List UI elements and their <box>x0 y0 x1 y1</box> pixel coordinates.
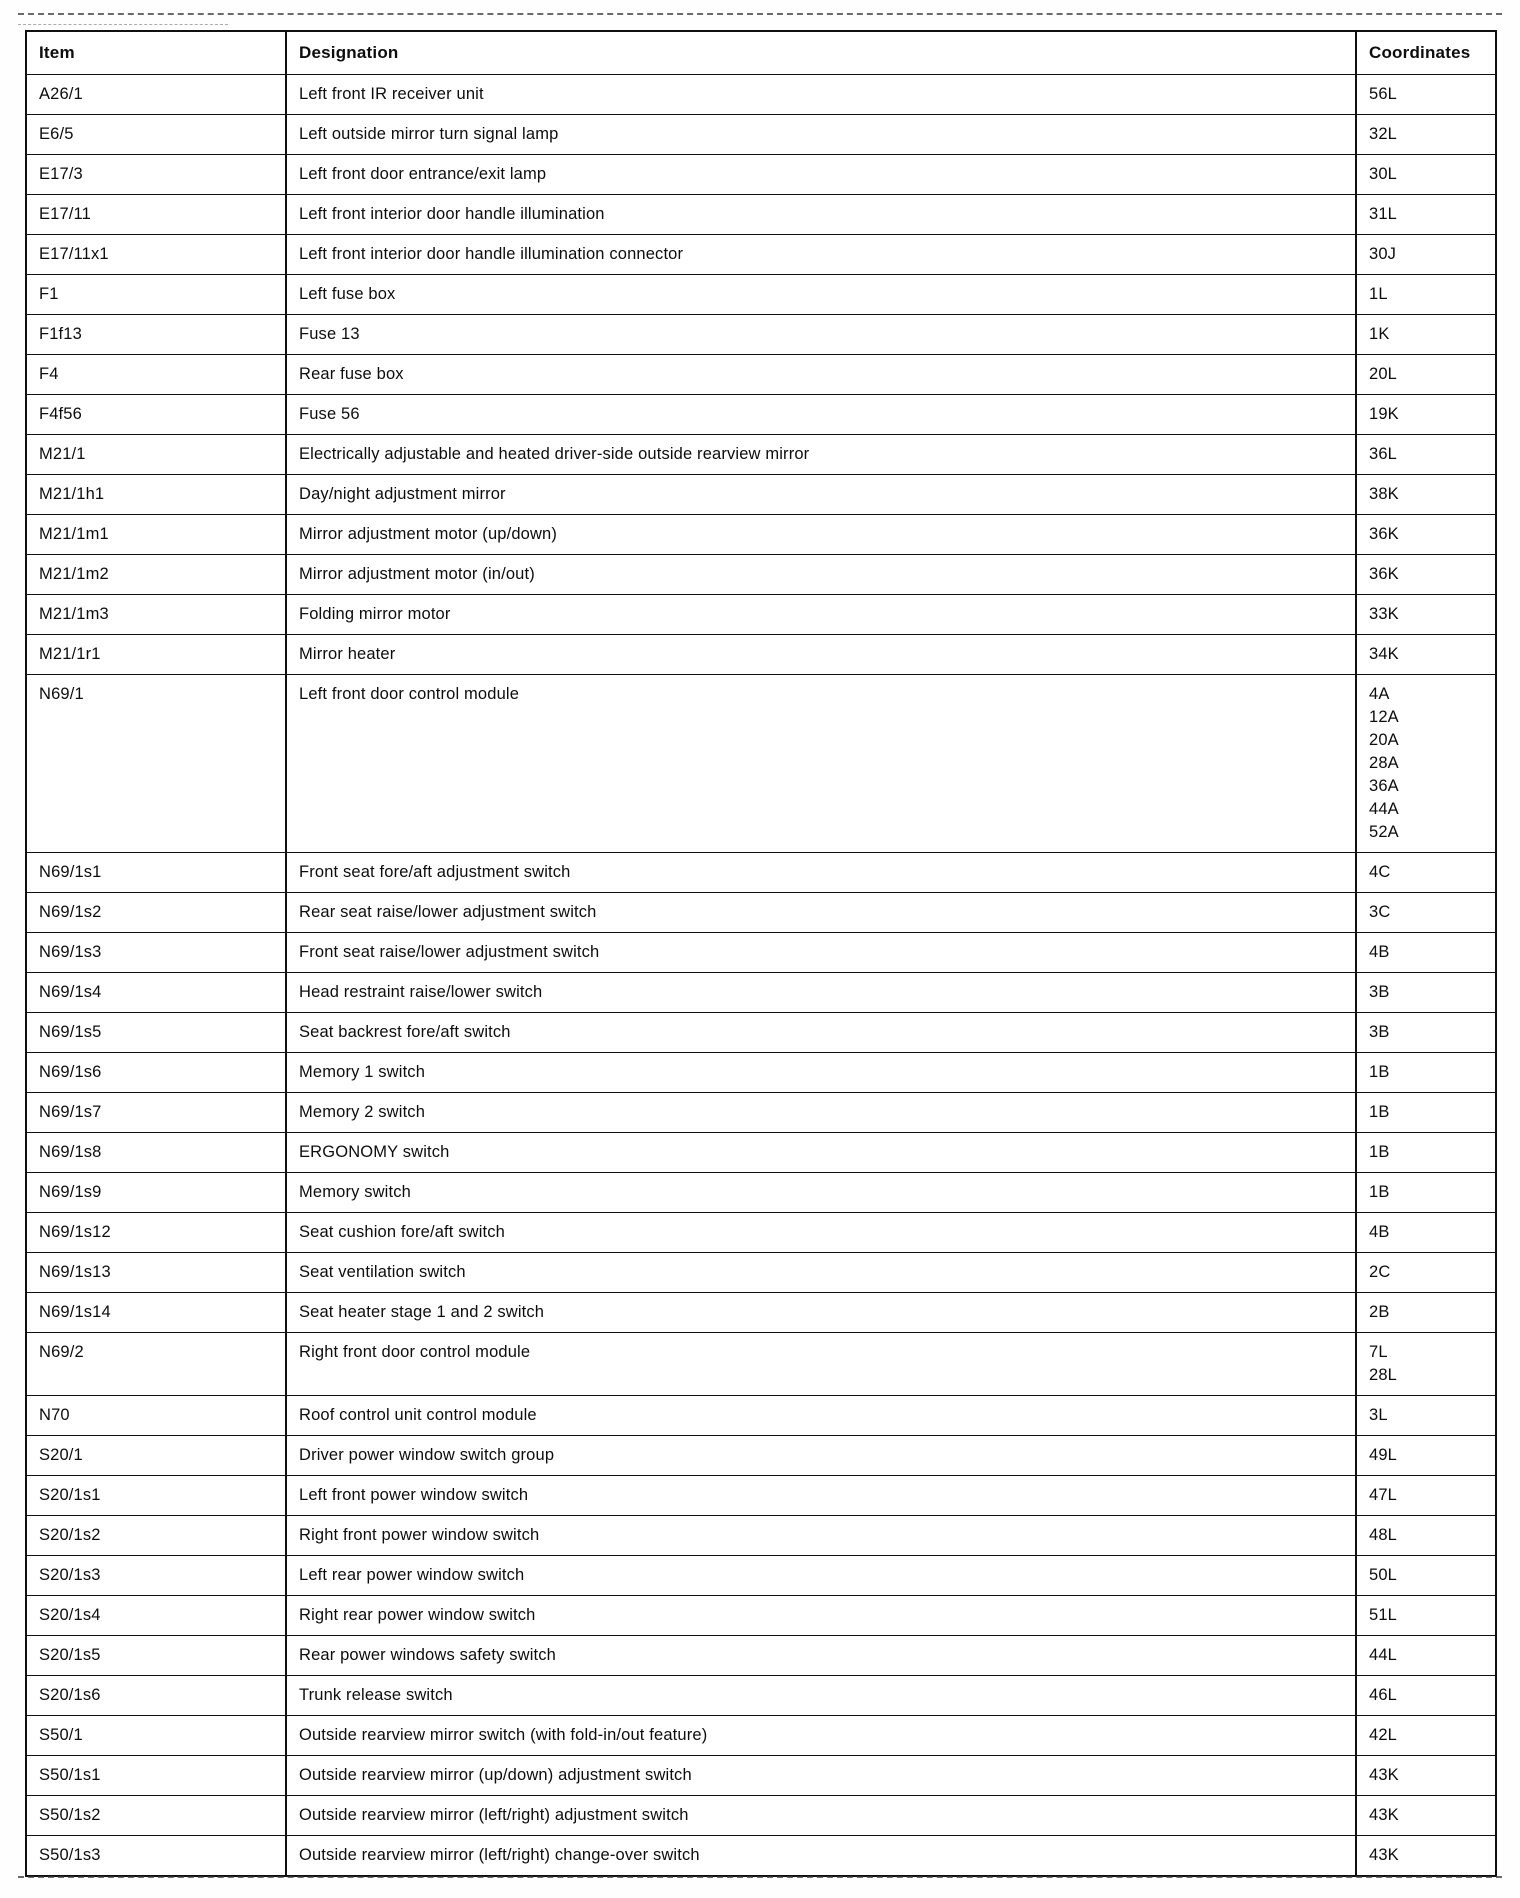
designation-cell: Left outside mirror turn signal lamp <box>286 115 1356 155</box>
designation-cell: Front seat raise/lower adjustment switch <box>286 933 1356 973</box>
item-cell: E17/11x1 <box>26 235 286 275</box>
item-cell: N69/1 <box>26 675 286 853</box>
designation-cell: Seat ventilation switch <box>286 1253 1356 1293</box>
item-cell: F1f13 <box>26 315 286 355</box>
coordinates-cell <box>1356 155 1496 195</box>
item-cell: S20/1s2 <box>26 1516 286 1556</box>
coordinate-value: 50L <box>1369 1566 1397 1584</box>
designation-cell: Trunk release switch <box>286 1676 1356 1716</box>
coordinates-cell <box>1356 1796 1496 1836</box>
coordinate-value: 3L <box>1369 1406 1388 1424</box>
item-cell: M21/1m1 <box>26 515 286 555</box>
coordinates-cell <box>1356 1676 1496 1716</box>
coordinate-value: 51L <box>1369 1606 1397 1624</box>
item-cell: M21/1 <box>26 435 286 475</box>
coordinates-cell <box>1356 1756 1496 1796</box>
coordinate-value: 47L <box>1369 1486 1397 1504</box>
scan-artifact-line <box>18 24 228 25</box>
designation-cell: Outside rearview mirror (left/right) adjustment switch <box>286 1796 1356 1836</box>
coordinate-value: 44A <box>1369 800 1399 818</box>
coordinates-cell <box>1356 1556 1496 1596</box>
table-row <box>26 1013 1496 1053</box>
designation-cell: Seat heater stage 1 and 2 switch <box>286 1293 1356 1333</box>
coordinate-value: 28A <box>1369 754 1399 772</box>
item-cell: N69/1s7 <box>26 1093 286 1133</box>
table-row <box>26 1756 1496 1796</box>
designation-cell: Day/night adjustment mirror <box>286 475 1356 515</box>
legend-table-body <box>26 75 1496 1877</box>
designation-cell: Mirror heater <box>286 635 1356 675</box>
coordinate-value: 48L <box>1369 1526 1397 1544</box>
coordinate-value: 1B <box>1369 1183 1390 1201</box>
coordinate-value: 46L <box>1369 1686 1397 1704</box>
coordinates-cell <box>1356 933 1496 973</box>
coordinate-value: 36K <box>1369 565 1399 583</box>
coordinate-value: 43K <box>1369 1806 1399 1824</box>
coordinate-value: 3C <box>1369 903 1391 921</box>
coordinate-value: 38K <box>1369 485 1399 503</box>
table-row <box>26 1796 1496 1836</box>
designation-cell: ERGONOMY switch <box>286 1133 1356 1173</box>
coordinates-cell <box>1356 853 1496 893</box>
coordinates-cell <box>1356 1636 1496 1676</box>
table-row <box>26 1716 1496 1756</box>
table-row <box>26 635 1496 675</box>
coordinate-value: 20A <box>1369 731 1399 749</box>
coordinates-cell <box>1356 275 1496 315</box>
coordinates-cell <box>1356 235 1496 275</box>
designation-cell: Memory 1 switch <box>286 1053 1356 1093</box>
coordinate-value: 36A <box>1369 777 1399 795</box>
coordinates-cell <box>1356 1396 1496 1436</box>
designation-cell: Front seat fore/aft adjustment switch <box>286 853 1356 893</box>
table-row <box>26 1676 1496 1716</box>
coordinates-cell <box>1356 1476 1496 1516</box>
coordinate-value: 36K <box>1369 525 1399 543</box>
item-cell: S50/1s1 <box>26 1756 286 1796</box>
table-row <box>26 853 1496 893</box>
item-cell: N69/1s1 <box>26 853 286 893</box>
item-cell: S20/1s1 <box>26 1476 286 1516</box>
table-row <box>26 933 1496 973</box>
table-row <box>26 155 1496 195</box>
table-row <box>26 1516 1496 1556</box>
designation-cell: Right rear power window switch <box>286 1596 1356 1636</box>
item-cell: F4 <box>26 355 286 395</box>
designation-cell: Left front interior door handle illumination <box>286 195 1356 235</box>
table-row <box>26 1333 1496 1396</box>
table-row <box>26 1636 1496 1676</box>
table-row <box>26 1436 1496 1476</box>
coordinates-cell <box>1356 75 1496 115</box>
coordinates-cell <box>1356 1596 1496 1636</box>
table-row <box>26 973 1496 1013</box>
item-cell: M21/1m3 <box>26 595 286 635</box>
coordinate-value: 1B <box>1369 1103 1390 1121</box>
coordinates-cell <box>1356 1053 1496 1093</box>
item-cell: M21/1m2 <box>26 555 286 595</box>
designation-cell: Seat cushion fore/aft switch <box>286 1213 1356 1253</box>
coordinate-value: 49L <box>1369 1446 1397 1464</box>
designation-cell: Left rear power window switch <box>286 1556 1356 1596</box>
item-cell: N69/1s12 <box>26 1213 286 1253</box>
designation-cell: Rear seat raise/lower adjustment switch <box>286 893 1356 933</box>
designation-cell: Driver power window switch group <box>286 1436 1356 1476</box>
coordinate-value: 4C <box>1369 863 1391 881</box>
coordinate-value: 7L <box>1369 1343 1388 1361</box>
coordinate-value: 36L <box>1369 445 1397 463</box>
designation-cell: Left front door entrance/exit lamp <box>286 155 1356 195</box>
item-cell: M21/1r1 <box>26 635 286 675</box>
coordinates-cell <box>1356 1516 1496 1556</box>
coordinate-value: 4A <box>1369 685 1390 703</box>
coordinates-cell <box>1356 1836 1496 1877</box>
table-header-row <box>26 31 1496 75</box>
coordinate-value: 3B <box>1369 983 1390 1001</box>
coordinate-value: 1B <box>1369 1143 1390 1161</box>
coordinate-value: 43K <box>1369 1846 1399 1864</box>
table-row <box>26 1053 1496 1093</box>
table-row <box>26 475 1496 515</box>
coordinate-value: 42L <box>1369 1726 1397 1744</box>
coordinates-cell <box>1356 973 1496 1013</box>
designation-cell: Mirror adjustment motor (in/out) <box>286 555 1356 595</box>
designation-cell: Folding mirror motor <box>286 595 1356 635</box>
designation-cell: Left front door control module <box>286 675 1356 853</box>
item-cell: S20/1 <box>26 1436 286 1476</box>
designation-cell: Outside rearview mirror (left/right) change-over switch <box>286 1836 1356 1877</box>
table-row <box>26 555 1496 595</box>
table-row <box>26 435 1496 475</box>
table-row <box>26 515 1496 555</box>
table-row <box>26 1213 1496 1253</box>
coordinate-value: 30L <box>1369 165 1397 183</box>
table-row <box>26 1253 1496 1293</box>
scan-artifact-line <box>18 13 1502 15</box>
table-row <box>26 1293 1496 1333</box>
designation-cell: Outside rearview mirror switch (with fold-in/out feature) <box>286 1716 1356 1756</box>
table-row <box>26 115 1496 155</box>
coordinate-value: 52A <box>1369 823 1399 841</box>
item-cell: F1 <box>26 275 286 315</box>
item-cell: M21/1h1 <box>26 475 286 515</box>
coordinate-value: 31L <box>1369 205 1397 223</box>
designation-cell: Right front power window switch <box>286 1516 1356 1556</box>
coordinates-cell <box>1356 635 1496 675</box>
item-cell: N69/1s2 <box>26 893 286 933</box>
table-header <box>26 31 1496 75</box>
column-header-designation: Designation <box>286 31 1356 75</box>
coordinate-value: 44L <box>1369 1646 1397 1664</box>
coordinates-cell <box>1356 1716 1496 1756</box>
table-row <box>26 195 1496 235</box>
coordinates-cell <box>1356 1133 1496 1173</box>
item-cell: S50/1s2 <box>26 1796 286 1836</box>
table-row <box>26 675 1496 853</box>
designation-cell: Rear fuse box <box>286 355 1356 395</box>
coordinate-value: 3B <box>1369 1023 1390 1041</box>
designation-cell: Left fuse box <box>286 275 1356 315</box>
coordinates-cell <box>1356 1213 1496 1253</box>
coordinate-value: 30J <box>1369 245 1397 263</box>
coordinates-cell <box>1356 1253 1496 1293</box>
table-row <box>26 1836 1496 1877</box>
item-cell: N69/1s8 <box>26 1133 286 1173</box>
scan-artifact-line <box>18 1876 1502 1878</box>
coordinate-value: 28L <box>1369 1366 1397 1384</box>
item-cell: E17/11 <box>26 195 286 235</box>
coordinate-value: 33K <box>1369 605 1399 623</box>
coordinate-value: 2C <box>1369 1263 1391 1281</box>
table-row <box>26 1596 1496 1636</box>
table-row <box>26 595 1496 635</box>
table-row <box>26 1556 1496 1596</box>
table-row <box>26 1093 1496 1133</box>
coordinates-cell <box>1356 555 1496 595</box>
coordinates-cell <box>1356 475 1496 515</box>
item-cell: S20/1s5 <box>26 1636 286 1676</box>
designation-cell: Outside rearview mirror (up/down) adjustment switch <box>286 1756 1356 1796</box>
coordinate-value: 1B <box>1369 1063 1390 1081</box>
designation-cell: Left front IR receiver unit <box>286 75 1356 115</box>
coordinates-cell <box>1356 115 1496 155</box>
item-cell: N69/1s14 <box>26 1293 286 1333</box>
coordinates-cell <box>1356 515 1496 555</box>
table-row <box>26 355 1496 395</box>
table-row <box>26 275 1496 315</box>
coordinate-value: 56L <box>1369 85 1397 103</box>
coordinates-cell <box>1356 435 1496 475</box>
designation-cell: Left front interior door handle illumination connector <box>286 235 1356 275</box>
item-cell: S50/1 <box>26 1716 286 1756</box>
component-legend-table <box>25 30 1497 1877</box>
item-cell: A26/1 <box>26 75 286 115</box>
coordinate-value: 1L <box>1369 285 1388 303</box>
table-row <box>26 395 1496 435</box>
item-cell: N69/2 <box>26 1333 286 1396</box>
table-row <box>26 235 1496 275</box>
coordinates-cell <box>1356 893 1496 933</box>
coordinate-value: 43K <box>1369 1766 1399 1784</box>
coordinates-cell <box>1356 315 1496 355</box>
designation-cell: Mirror adjustment motor (up/down) <box>286 515 1356 555</box>
table-row <box>26 315 1496 355</box>
coordinate-value: 19K <box>1369 405 1399 423</box>
item-cell: F4f56 <box>26 395 286 435</box>
coordinate-value: 34K <box>1369 645 1399 663</box>
designation-cell: Electrically adjustable and heated driver-side outside rearview mirror <box>286 435 1356 475</box>
coordinate-value: 4B <box>1369 1223 1390 1241</box>
coordinate-value: 32L <box>1369 125 1397 143</box>
item-cell: E17/3 <box>26 155 286 195</box>
designation-cell: Head restraint raise/lower switch <box>286 973 1356 1013</box>
designation-cell: Seat backrest fore/aft switch <box>286 1013 1356 1053</box>
table-row <box>26 1173 1496 1213</box>
table-row <box>26 75 1496 115</box>
designation-cell: Right front door control module <box>286 1333 1356 1396</box>
coordinates-cell <box>1356 1333 1496 1396</box>
coordinates-cell <box>1356 1436 1496 1476</box>
item-cell: S20/1s3 <box>26 1556 286 1596</box>
item-cell: S50/1s3 <box>26 1836 286 1877</box>
item-cell: N69/1s9 <box>26 1173 286 1213</box>
table-row <box>26 893 1496 933</box>
table-row <box>26 1396 1496 1436</box>
coordinates-cell <box>1356 395 1496 435</box>
item-cell: N69/1s6 <box>26 1053 286 1093</box>
item-cell: N69/1s13 <box>26 1253 286 1293</box>
item-cell: E6/5 <box>26 115 286 155</box>
designation-cell: Fuse 13 <box>286 315 1356 355</box>
designation-cell: Rear power windows safety switch <box>286 1636 1356 1676</box>
coordinates-cell <box>1356 195 1496 235</box>
item-cell: S20/1s6 <box>26 1676 286 1716</box>
item-cell: N69/1s5 <box>26 1013 286 1053</box>
designation-cell: Memory 2 switch <box>286 1093 1356 1133</box>
coordinate-value: 1K <box>1369 325 1390 343</box>
coordinates-cell <box>1356 1093 1496 1133</box>
coordinates-cell <box>1356 1293 1496 1333</box>
designation-cell: Fuse 56 <box>286 395 1356 435</box>
coordinates-cell <box>1356 1013 1496 1053</box>
table-row <box>26 1476 1496 1516</box>
coordinate-value: 4B <box>1369 943 1390 961</box>
item-cell: N70 <box>26 1396 286 1436</box>
column-header-item: Item <box>26 31 286 75</box>
designation-cell: Left front power window switch <box>286 1476 1356 1516</box>
coordinates-cell <box>1356 1173 1496 1213</box>
item-cell: N69/1s4 <box>26 973 286 1013</box>
item-cell: S20/1s4 <box>26 1596 286 1636</box>
designation-cell: Memory switch <box>286 1173 1356 1213</box>
coordinate-value: 12A <box>1369 708 1399 726</box>
coordinate-value: 2B <box>1369 1303 1390 1321</box>
coordinate-value: 20L <box>1369 365 1397 383</box>
item-cell: N69/1s3 <box>26 933 286 973</box>
coordinates-cell <box>1356 675 1496 853</box>
designation-cell: Roof control unit control module <box>286 1396 1356 1436</box>
coordinates-cell <box>1356 595 1496 635</box>
column-header-coordinates: Coordinates <box>1356 31 1496 75</box>
coordinates-cell <box>1356 355 1496 395</box>
table-row <box>26 1133 1496 1173</box>
